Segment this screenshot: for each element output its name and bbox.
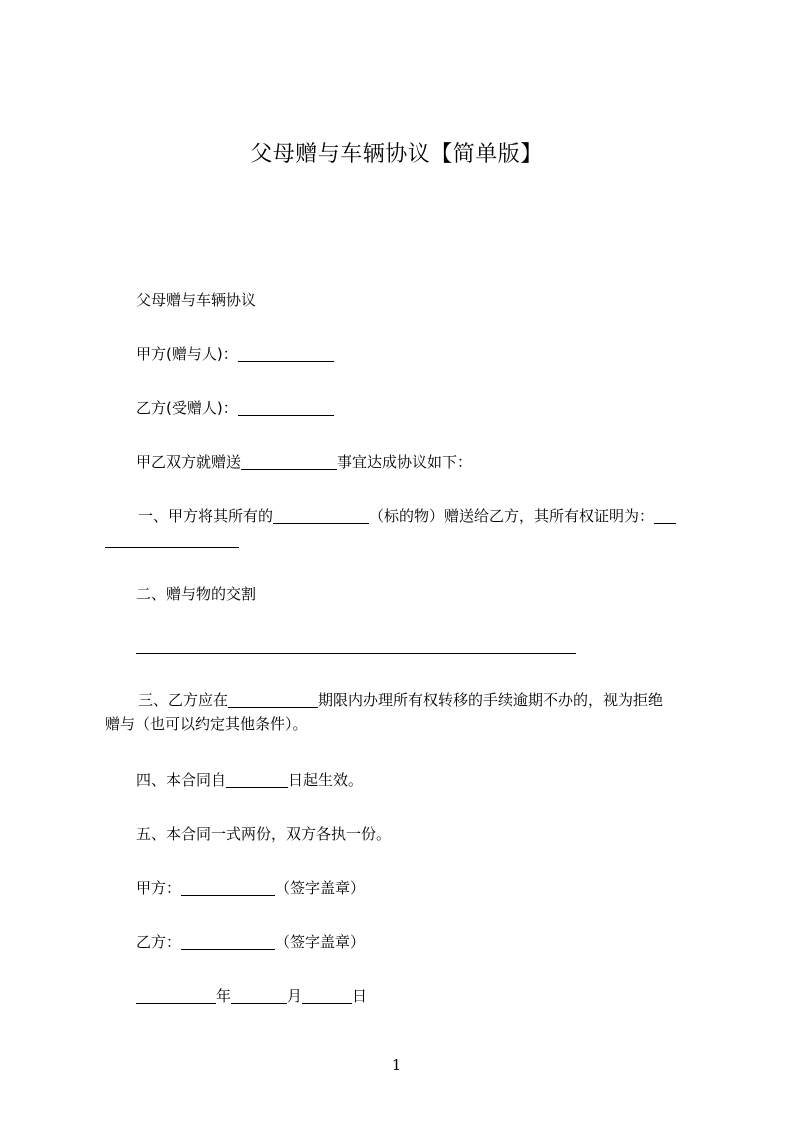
- year-label: 年: [216, 987, 232, 1005]
- ownership-proof-blank-1[interactable]: [654, 507, 676, 524]
- sign-b-blank[interactable]: [181, 933, 275, 950]
- clause-3-line2: 赠与（也可以约定其他条件）。: [105, 715, 308, 733]
- clause-4-post: 日起生效。: [288, 771, 364, 789]
- delivery-details-blank[interactable]: [136, 652, 576, 654]
- party-a-blank[interactable]: [238, 345, 334, 362]
- month-blank[interactable]: [231, 987, 287, 1004]
- sign-a-blank[interactable]: [181, 879, 275, 896]
- intro-post: 事宜达成协议如下：: [337, 453, 473, 471]
- party-b-blank[interactable]: [238, 399, 334, 416]
- sign-a-suffix: （签字盖章）: [275, 879, 366, 897]
- gift-item-blank[interactable]: [241, 453, 337, 470]
- clause-1: [105, 504, 705, 552]
- party-b-label: 乙方(受赠人)：: [136, 399, 238, 417]
- clause-5: [105, 822, 736, 846]
- effective-date-blank[interactable]: [226, 771, 288, 788]
- clause-3-post: 期限内办理所有权转移的手续逾期不办的，视为拒绝: [318, 691, 664, 709]
- clause-3-pre: 三、乙方应在: [138, 691, 229, 709]
- clause-3: [105, 688, 705, 736]
- sign-b-suffix: （签字盖章）: [275, 933, 366, 951]
- clause-2: [105, 582, 736, 606]
- clause-2-text: 二、赠与物的交割: [136, 585, 257, 603]
- subject-matter-blank[interactable]: [273, 507, 369, 524]
- signing-date: [105, 984, 736, 1008]
- clause-4-pre: 四、本合同自: [136, 771, 227, 789]
- month-label: 月: [287, 987, 303, 1005]
- party-b-line: [105, 396, 736, 420]
- ownership-proof-blank-2[interactable]: [105, 531, 239, 548]
- party-a-line: [105, 342, 736, 366]
- party-a-label: 甲方(赠与人)：: [136, 345, 238, 363]
- transfer-period-blank[interactable]: [228, 691, 318, 708]
- document-subtitle: [105, 288, 736, 312]
- day-blank[interactable]: [302, 987, 352, 1004]
- sign-b-label: 乙方：: [136, 933, 182, 951]
- clause-1-mid: （标的物）赠送给乙方，其所有权证明为：: [369, 507, 655, 525]
- page-number: 1: [391, 1056, 402, 1074]
- document-title: 父母赠与车辆协议【简单版】: [250, 142, 543, 167]
- signature-b: [105, 930, 736, 954]
- subtitle-text: 父母赠与车辆协议: [136, 291, 257, 309]
- clause-4: [105, 768, 736, 792]
- intro-line: [105, 450, 736, 474]
- intro-pre: 甲乙双方就赠送: [136, 453, 242, 471]
- signature-a: [105, 876, 736, 900]
- year-blank[interactable]: [136, 987, 216, 1004]
- clause-1-pre: 一、甲方将其所有的: [138, 507, 274, 525]
- day-label: 日: [352, 987, 368, 1005]
- clause-5-text: 五、本合同一式两份，双方各执一份。: [136, 825, 392, 843]
- sign-a-label: 甲方：: [136, 879, 182, 897]
